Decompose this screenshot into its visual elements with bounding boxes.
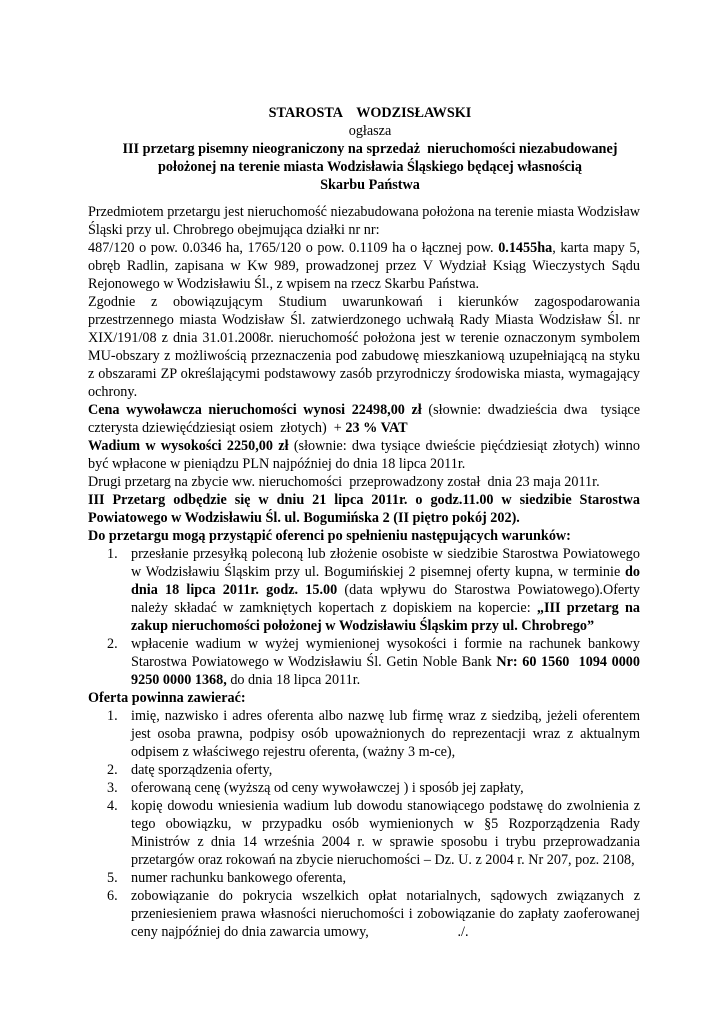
conditions-list xyxy=(88,545,644,689)
list-item xyxy=(88,761,640,779)
offer-heading xyxy=(88,689,640,707)
list-item-text: imię, nazwisko i adres oferenta albo nazwę lub firmę wraz z siedzibą, jeżeli oferentem jest osoba prawna, podpisy osób upoważnionych do reprezentacji wraz z aktualnym odpisem z właściwego rejestru oferenta, (ważny 3 m-ce), xyxy=(131,708,640,760)
offer-contents-list xyxy=(88,707,644,941)
total-area: 0.1455ha xyxy=(498,240,553,256)
list-item-text: oferowaną cenę (wyższą od ceny wywoławczej ) i sposób jej zapłaty, xyxy=(131,780,524,796)
list-item-text: numer rachunku bankowego oferenta, xyxy=(131,870,347,886)
bank-account-number: Nr: 60 1560 1094 0000 9250 0000 1368, xyxy=(131,654,644,688)
deposit-text: (słownie: dwa tysiące dwieście pięćdziesiąt złotych) winno być wpłacone w pieniądzu PLN najpóźniej do dnia 18 lipca 2011r. xyxy=(88,438,640,472)
conditions-heading-text: Do przetargu mogą przystąpić oferenci po spełnieniu następujących warunków: xyxy=(88,528,571,544)
price-words: (słownie: dwadzieścia dwa tysiące czterysta dziewięćdziesiąt osiem złotych) + xyxy=(88,402,644,436)
parcel-text: 487/120 o pow. 0.0346 ha, 1765/120 o pow. 0.1109 ha o łącznej pow. xyxy=(88,240,499,256)
starting-price: Cena wywoławcza nieruchomości wynosi 22498,00 zł xyxy=(88,402,422,418)
vat-rate: 23 % VAT xyxy=(345,420,408,436)
list-number: 4. xyxy=(107,798,118,814)
condition-item xyxy=(88,635,644,689)
land-register-text: , karta mapy 5, obręb Radlin, zapisana w Kw 989, prowadzonej przez V Wydział Ksiąg Wieczystych Sądu Rejonowego w Wodzisławiu Śl., z wpisem na rzecz Skarbu Państwa. xyxy=(88,240,641,292)
document-body xyxy=(88,203,644,941)
deposit-amount: Wadium w wysokości 2250,00 zł xyxy=(88,438,289,454)
list-number: 1. xyxy=(107,546,118,562)
deadline: do dnia 18 lipca 2011r. godz. 15.00 xyxy=(131,564,640,598)
tender-date xyxy=(88,491,640,527)
condition-text: do dnia 18 lipca 2011r. xyxy=(226,672,361,688)
tender-date-text: III Przetarg odbędzie się w dniu 21 lipca 2011r. o godz.11.00 w siedzibie Starostwa Powiatowego w Wodzisławiu Śl. ul. Bogumińska 2 (II piętro pokój 202). xyxy=(88,492,640,526)
conditions-heading xyxy=(88,527,640,545)
offer-heading-text: Oferta powinna zawierać: xyxy=(88,690,246,706)
page-title: STAROSTA WODZISŁAWSKI xyxy=(268,105,472,121)
condition-text: wpłacenie wadium w wyżej wymienionej wysokości i formie na rachunek bankowy Starostwa Powiatowego w Wodzisławiu Śl. Getin Noble Bank xyxy=(131,636,640,670)
zoning-paragraph: Zgodnie z obowiązującym Studium uwarunkowań i kierunków zagospodarowania przestrzennego miasta Wodzisław Śl. zatwierdzonego uchwałą Rady Miasta Wodzisław Śl. nr XIX/191/08 z dnia 31.01.2008r. nieruchomość położona jest w terenie oznaczonym symbolem MU-obszary z możliwością przeznaczenia pod zabudowę mieszkaniową uzupełniającą na styku z obszarami ZP określającymi podstawowy zasób przyrodniczy środowiska miasta, wymagający ochrony. xyxy=(88,294,640,400)
condition-item xyxy=(88,545,640,635)
envelope-inscription: „III przetarg na zakup nieruchomości położonej w Wodzisławiu Śląskim przy ul. Chrobrego” xyxy=(131,600,640,634)
condition-text: przesłanie przesyłką poleconą lub złożenie osobiste w siedzibie Starostwa Powiatowego w Wodzisławiu Śląskim przy ul. Bogumińskiej 2 pisemnej oferty kupna, w terminie xyxy=(131,546,640,580)
list-item-text: datę sporządzenia oferty, xyxy=(131,762,273,778)
subtitle-line-3: Skarbu Państwa xyxy=(320,177,420,193)
subtitle-line-2: położonej na terenie miasta Wodzisławia Śląskiego będącej własnością xyxy=(158,159,582,175)
list-number: 6. xyxy=(107,888,118,904)
subtitle-line-1: III przetarg pisemny nieograniczony na sprzedaż nieruchomości niezabudowanej xyxy=(122,141,618,157)
list-item xyxy=(88,779,640,797)
list-item xyxy=(88,887,644,941)
list-item xyxy=(88,707,640,761)
list-number: 3. xyxy=(107,780,118,796)
price-paragraph xyxy=(88,401,644,437)
condition-text: (data wpływu do Starostwa Powiatowego).Oferty należy składać w zamkniętych kopertach z dopiskiem na kopercie: xyxy=(131,582,640,616)
list-number: 2. xyxy=(107,762,118,778)
list-item xyxy=(88,797,640,869)
announces-label: ogłasza xyxy=(348,123,392,139)
list-number: 5. xyxy=(107,870,118,886)
list-number: 2. xyxy=(107,636,118,652)
list-item xyxy=(88,869,640,887)
list-number: 1. xyxy=(107,708,118,724)
second-tender-note: Drugi przetarg na zbycie ww. nieruchomości przeprowadzony został dnia 23 maja 2011r. xyxy=(88,474,600,490)
deposit-paragraph xyxy=(88,437,640,473)
parcel-paragraph xyxy=(88,239,640,293)
intro-paragraph: Przedmiotem przetargu jest nieruchomość niezabudowana położona na terenie miasta Wodzisław Śląski przy ul. Chrobrego obejmująca działki nr nr: xyxy=(88,204,640,238)
list-item-text: zobowiązanie do pokrycia wszelkich opłat notarialnych, sądowych związanych z przeniesieniem prawa własności nieruchomości i zobowiązanie do zapłaty zaoferowanej ceny najpóźniej do dnia zawarcia umowy, ./. xyxy=(131,888,644,940)
announcement-header xyxy=(60,104,680,194)
list-item-text: kopię dowodu wniesienia wadium lub dowodu stanowiącego podstawę do zwolnienia z tego obowiązku, w przypadku osób wymienionych w §5 Rozporządzenia Rady Ministrów z dnia 14 września 2004 r. w sprawie sposobu i trybu przeprowadzania przetargów oraz rokowań na zbycie nieruchomości – Dz. U. z 2004 r. Nr 207, poz. 2108, xyxy=(131,798,640,868)
